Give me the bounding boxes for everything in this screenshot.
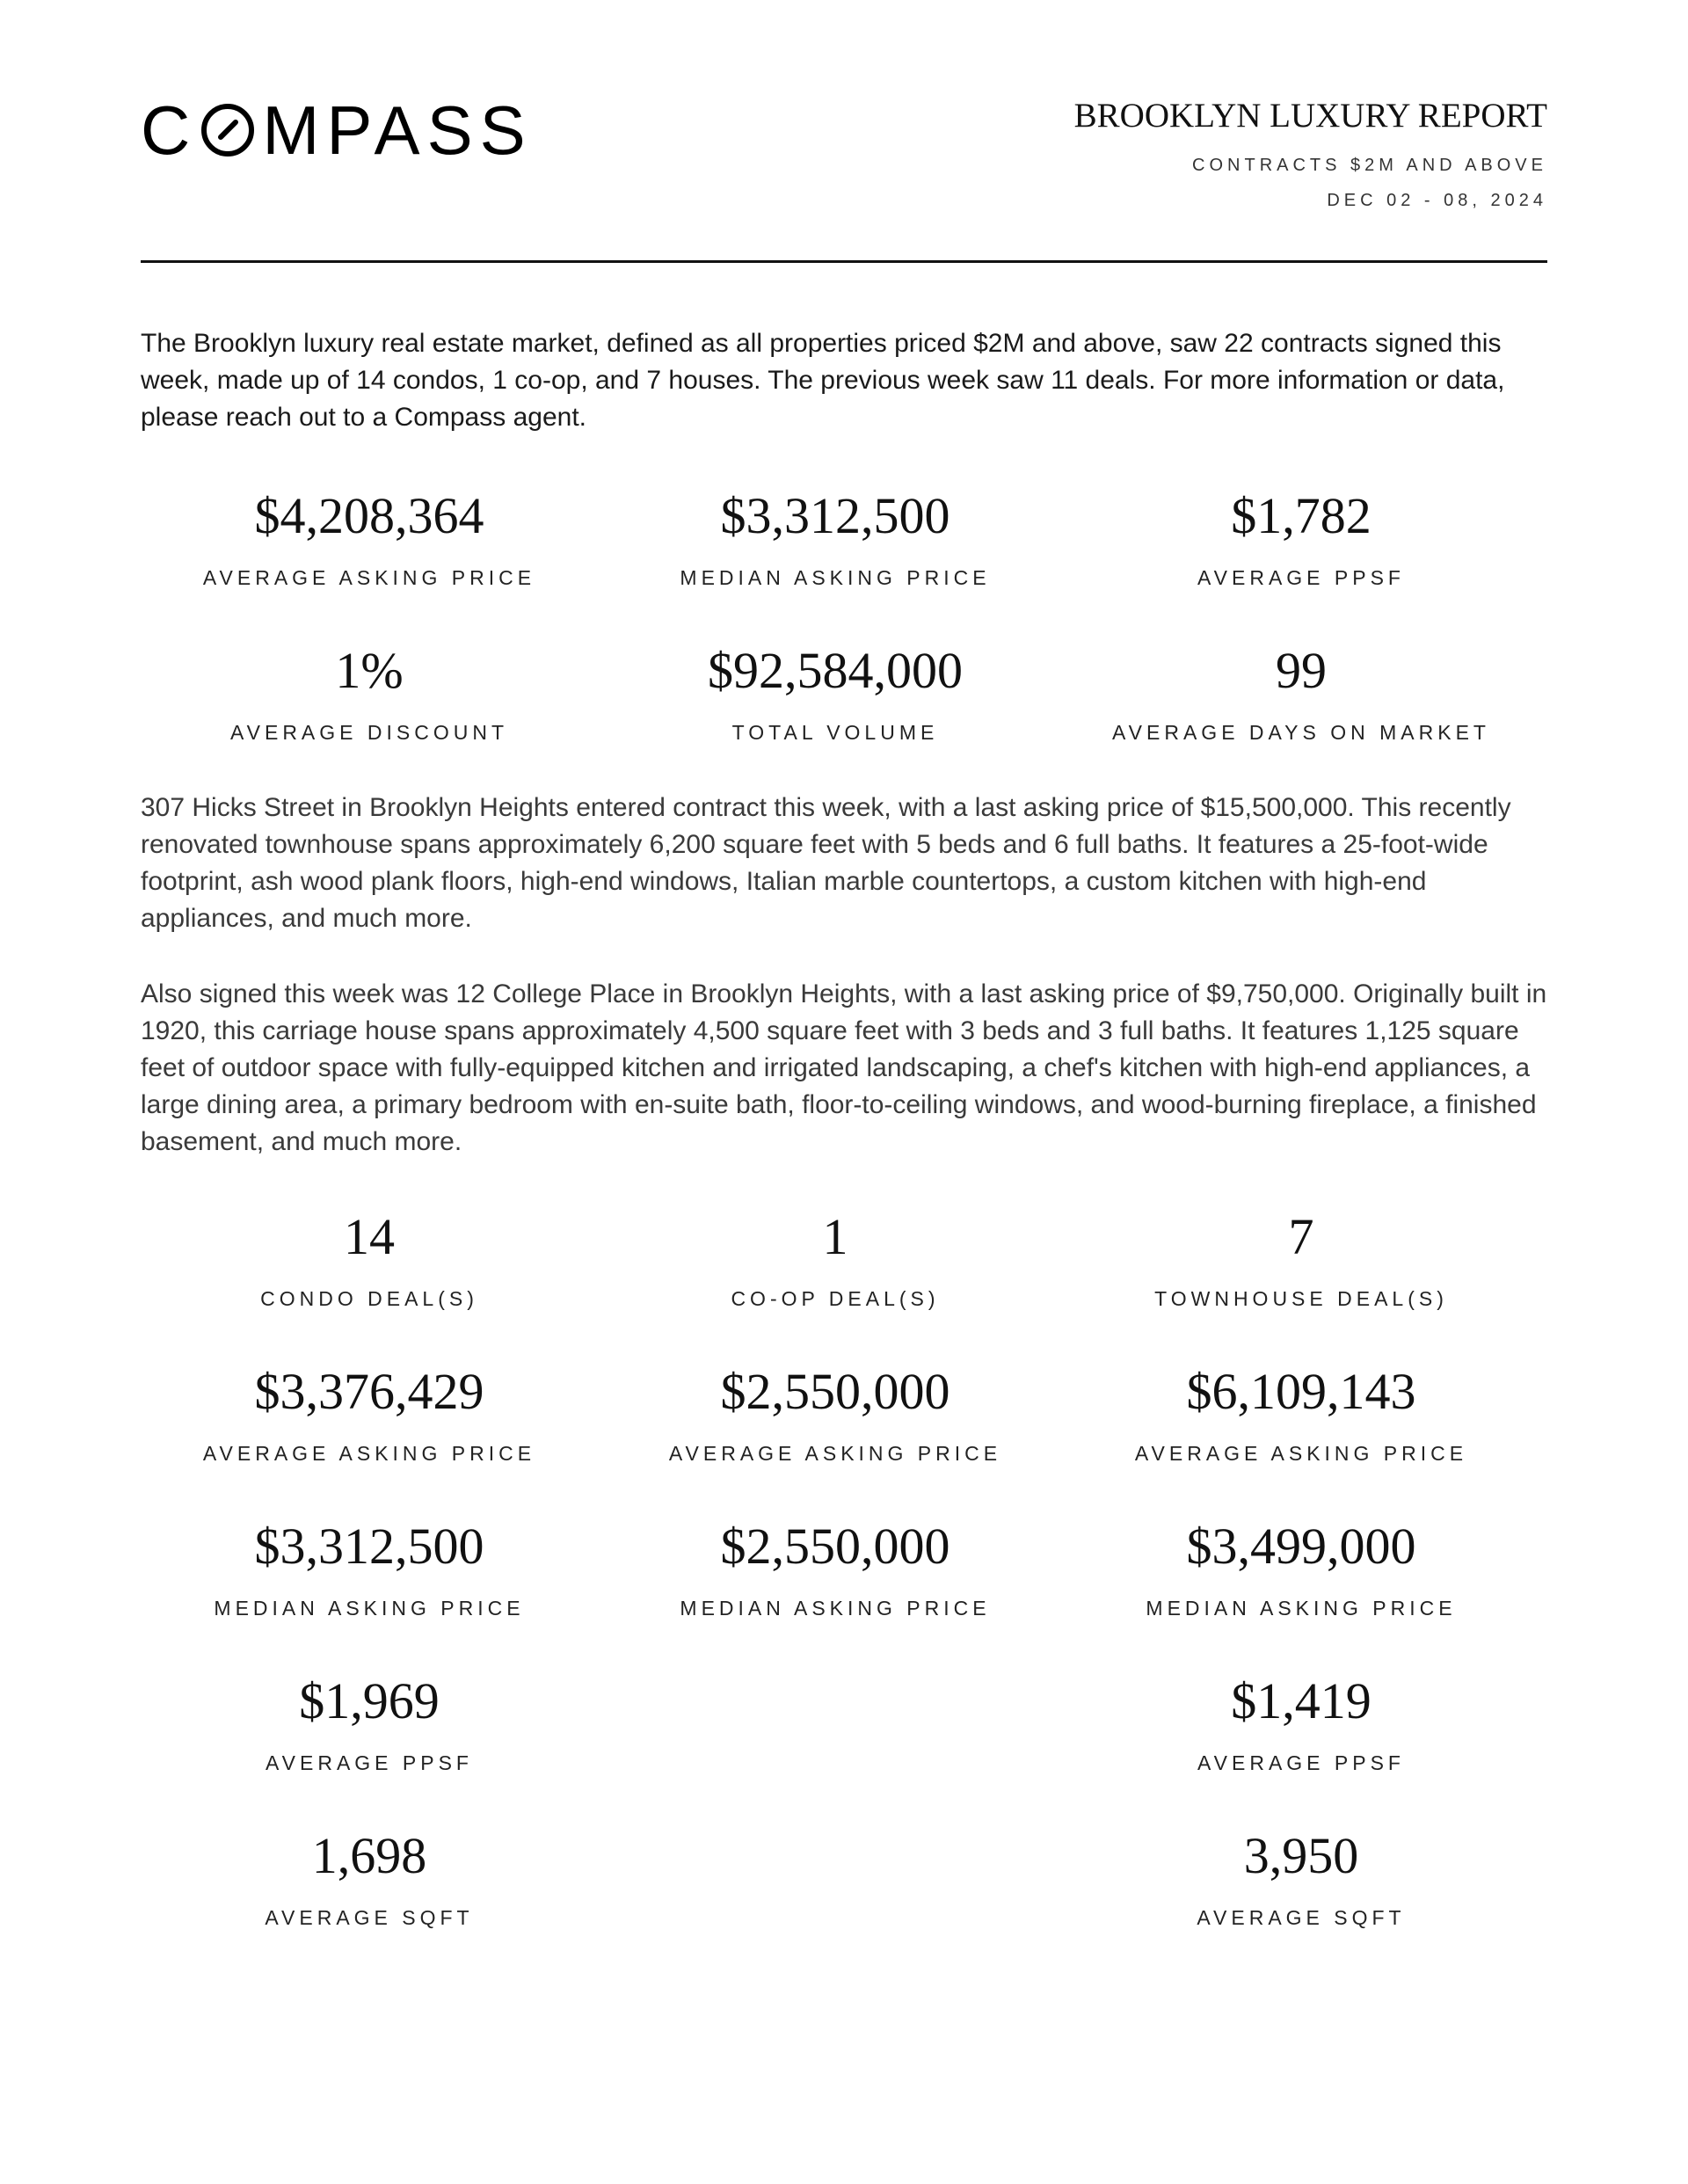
- condo-average-sqft: [141, 1827, 598, 1929]
- stat-value: $6,109,143: [1186, 1363, 1416, 1420]
- stat-label: CONDO DEAL(S): [260, 1287, 478, 1310]
- stat-label: AVERAGE PPSF: [266, 1751, 473, 1774]
- stat-value: 14: [344, 1208, 395, 1265]
- stat-label: MEDIAN ASKING PRICE: [680, 1597, 991, 1620]
- stat-label: AVERAGE SQFT: [265, 1906, 474, 1929]
- stat-value: $2,550,000: [720, 1363, 950, 1420]
- stat-value: 99: [1276, 642, 1327, 699]
- townhouse-average-asking-price: [1073, 1363, 1530, 1465]
- stat-label: MEDIAN ASKING PRICE: [680, 566, 991, 589]
- stat-value: $1,782: [1231, 487, 1372, 544]
- compass-logo: C MPASS: [141, 91, 533, 169]
- stat-average-asking-price: [141, 487, 598, 589]
- stat-label: AVERAGE DAYS ON MARKET: [1112, 721, 1490, 744]
- stat-median-asking-price: [607, 487, 1064, 589]
- stat-label: TOWNHOUSE DEAL(S): [1154, 1287, 1448, 1310]
- report-date-range: DEC 02 - 08, 2024: [1327, 191, 1547, 210]
- stat-label: AVERAGE ASKING PRICE: [1134, 1442, 1468, 1465]
- compass-o-icon: [200, 103, 255, 157]
- header-divider: [141, 260, 1547, 263]
- stat-value: 7: [1288, 1208, 1314, 1265]
- coop-average-asking-price: [607, 1363, 1064, 1465]
- stat-value: $3,376,429: [254, 1363, 484, 1420]
- stat-label: AVERAGE SQFT: [1197, 1906, 1406, 1929]
- stat-value: 3,950: [1243, 1827, 1359, 1884]
- stat-value: $1,969: [299, 1672, 440, 1729]
- condo-median-asking-price: [141, 1518, 598, 1620]
- stat-value: $1,419: [1231, 1672, 1372, 1729]
- stat-value: $4,208,364: [254, 487, 484, 544]
- condo-deals: [141, 1208, 598, 1310]
- condo-average-ppsf: [141, 1672, 598, 1774]
- report-page: [141, 0, 1547, 2184]
- stat-label: AVERAGE PPSF: [1197, 566, 1405, 589]
- townhouse-average-sqft: [1073, 1827, 1530, 1929]
- stat-average-ppsf: [1073, 487, 1530, 589]
- highlight-paragraph-hicks-street: 307 Hicks Street in Brooklyn Heights entered contract this week, with a last asking price of $15,500,000. This recently renovated townhouse spans approximately 6,200 square feet with 5 beds and 6 full baths. It features a 25-foot-wide footprint, ash wood plank floors, high-end windows, Italian marble countertops, a custom kitchen with high-end appliances, and much more.: [141, 793, 1511, 933]
- stat-total-volume: [607, 642, 1064, 744]
- stat-value: $3,499,000: [1186, 1518, 1416, 1575]
- stat-label: AVERAGE ASKING PRICE: [668, 1442, 1002, 1465]
- stat-label: MEDIAN ASKING PRICE: [214, 1597, 525, 1620]
- stat-value: 1: [822, 1208, 848, 1265]
- condo-average-asking-price: [141, 1363, 598, 1465]
- stat-value: $3,312,500: [254, 1518, 484, 1575]
- coop-median-asking-price: [607, 1518, 1064, 1620]
- stat-label: AVERAGE DISCOUNT: [230, 721, 508, 744]
- stat-average-days-on-market: [1073, 642, 1530, 744]
- intro-paragraph: The Brooklyn luxury real estate market, defined as all properties priced $2M and above, saw 22 contracts signed this week, made up of 14 condos, 1 co-op, and 7 houses. The previous week saw 11 deals. For more information or data, please reach out to a Compass agent.: [141, 329, 1505, 432]
- townhouse-deals: [1073, 1208, 1530, 1310]
- coop-deals: [607, 1208, 1064, 1310]
- stat-label: AVERAGE PPSF: [1197, 1751, 1405, 1774]
- report-title: BROOKLYN LUXURY REPORT: [1073, 97, 1547, 135]
- stat-value: $92,584,000: [708, 642, 963, 699]
- report-subtitle: CONTRACTS $2M AND ABOVE: [1192, 156, 1547, 175]
- stat-label: AVERAGE ASKING PRICE: [202, 1442, 536, 1465]
- stat-label: AVERAGE ASKING PRICE: [202, 566, 536, 589]
- stat-value: $2,550,000: [720, 1518, 950, 1575]
- highlight-paragraph-college-place: Also signed this week was 12 College Place in Brooklyn Heights, with a last asking price of $9,750,000. Originally built in 1920, this carriage house spans approximately 4,500 square feet with 3 beds and 3 full baths. It features 1,125 square feet of outdoor space with fully-equipped kitchen and irrigated landscaping, a chef's kitchen with high-end appliances, a large dining area, a primary bedroom with en-suite bath, floor-to-ceiling windows, and wood-burning fireplace, a finished basement, and much more.: [141, 979, 1547, 1156]
- stat-label: CO-OP DEAL(S): [731, 1287, 940, 1310]
- stat-value: $3,312,500: [720, 487, 950, 544]
- stat-label: TOTAL VOLUME: [731, 721, 939, 744]
- stat-label: MEDIAN ASKING PRICE: [1146, 1597, 1457, 1620]
- townhouse-median-asking-price: [1073, 1518, 1530, 1620]
- stat-average-discount: [141, 642, 598, 744]
- townhouse-average-ppsf: [1073, 1672, 1530, 1774]
- stat-value: 1,698: [311, 1827, 427, 1884]
- stat-value: 1%: [335, 642, 404, 699]
